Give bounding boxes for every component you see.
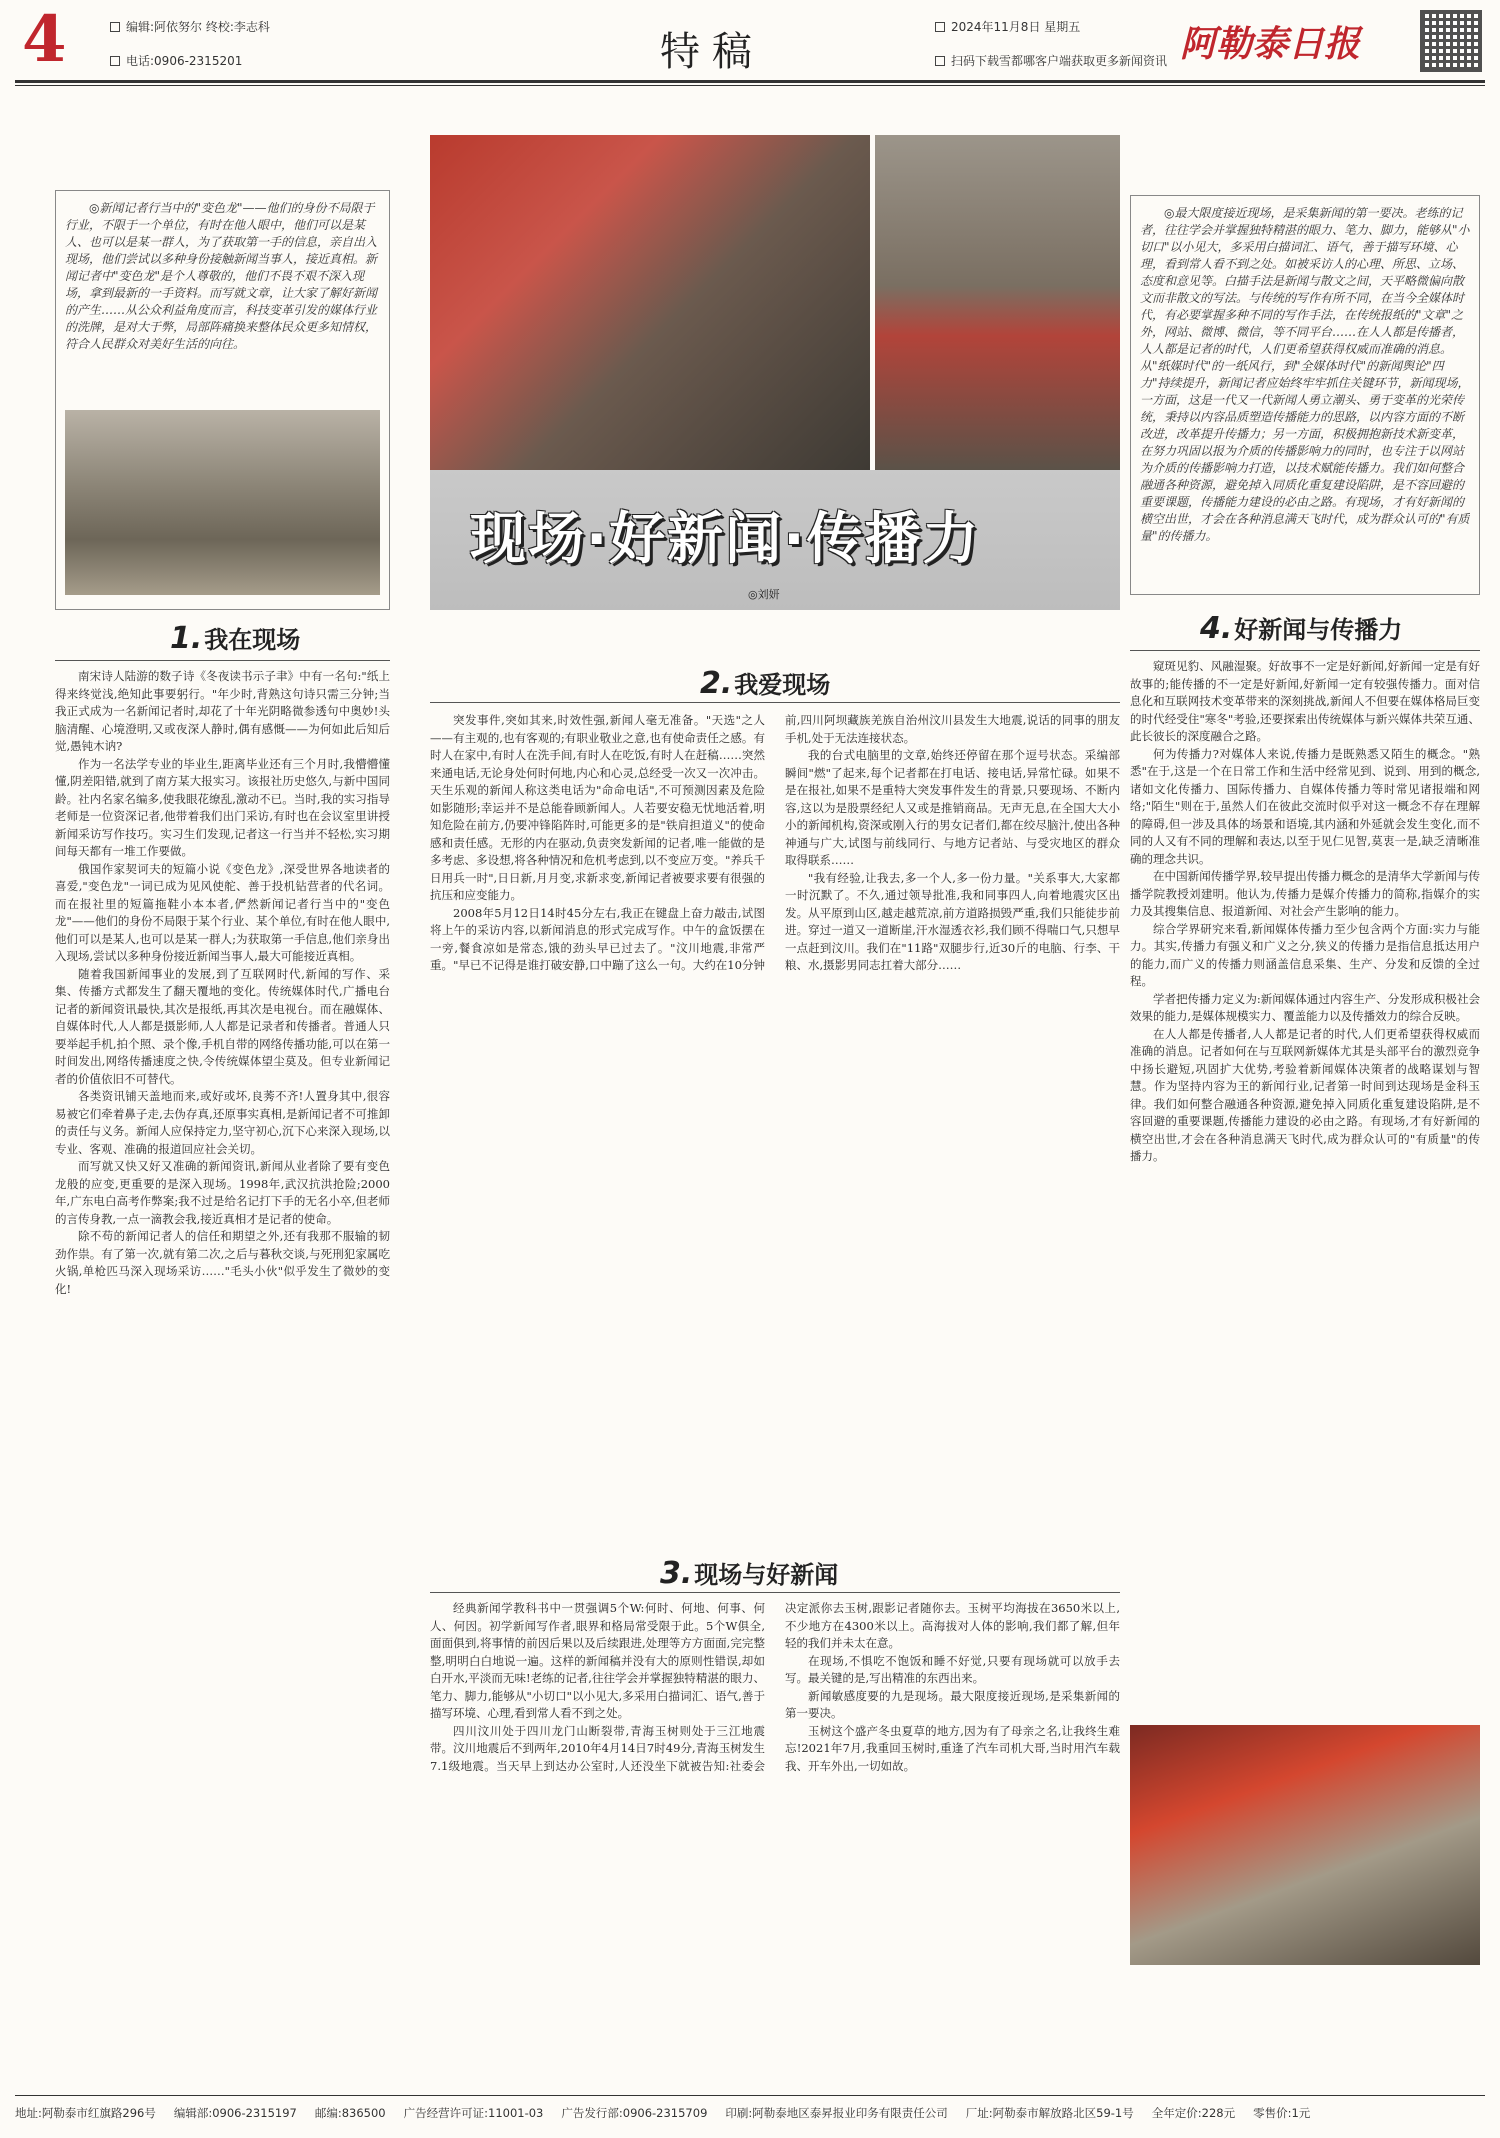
paper-logo: 阿勒泰日报 <box>1180 24 1361 65</box>
section-3-heading <box>660 1555 838 1591</box>
phone-line <box>110 52 242 69</box>
app-line <box>935 52 1167 69</box>
section-2-body <box>430 712 1120 1540</box>
checkbox-icon <box>935 56 945 66</box>
checkbox-icon <box>110 56 120 66</box>
section-1-heading <box>170 620 300 656</box>
date-line <box>935 18 1080 35</box>
paragraph: 经典新闻学教科书中一贯强调5个W:何时、何地、何事、何人、何因。初学新闻写作者,眼界和格局常受限于此。5个W俱全,面面俱到,将事情的前因后果以及后续跟进,处理等方方面面,完完整整,明明白白地说一遍。这样的新闻稿并没有大的原则性错误,却如白开水,平淡而无味!老练的记者,往往学会并掌握独特精湛的眼力、笔力、脚力,能够从"小切口"以小见大,多采用白描词汇、语气,善于描写环境、心理,看到常人看不到之处。 <box>430 1601 765 1720</box>
qr-code-icon[interactable] <box>1420 10 1482 72</box>
section-1-rule <box>55 660 390 661</box>
app-text: 扫码下载雪都哪客户端获取更多新闻资讯 <box>951 54 1168 68</box>
left-intro-text: 新闻记者行当中的"变色龙"——他们的身份不局限于行业，不限于一个单位，有时在他人眼中，他们可以是某人、也可以是某一群人，为了获取第一手的信息，亲自出入现场，他们尝试以多种身份接触新闻当事人，接近真相。新闻记者中"变色龙"是个人尊敬的，他们不畏不艰不深入现场，拿到最新的一手资料。而写就文章，让大家了解好新闻的产生……从公众利益角度而言，科技变革引发的媒体行业的洗牌，是对大于弊，局部阵痛换来整体民众更多知情权，符合人民群众对美好生活的向往。 <box>65 201 378 351</box>
footer-ad-phone: 广告发行部:0906-2315709 <box>561 2106 708 2120</box>
checkbox-icon <box>110 22 120 32</box>
footer-price-single: 零售价:1元 <box>1253 2106 1311 2120</box>
footer-price-year: 全年定价:228元 <box>1151 2106 1236 2120</box>
date-text: 2024年11月8日 星期五 <box>951 20 1081 34</box>
section-3-rule <box>430 1592 1120 1593</box>
paragraph: 随着我国新闻事业的发展,到了互联网时代,新闻的写作、采集、传播方式都发生了翻天覆地的变化。传统媒体时代,广播电台记者的新闻资讯最快,其次是报纸,再其次是电视台。而在融媒体、自媒体时代,人人都是摄影师,人人都是记录者和传播者。普通人只要举起手机,拍个照、录个像,手机自带的网络传播功能,可以在第一时间发出,网络传播速度之快,令传统媒体望尘莫及。但专业新闻记者的价值依旧不可替代。 <box>55 966 390 1086</box>
left-intro: ◎新闻记者行当中的"变色龙"——他们的身份不局限于行业，不限于一个单位，有时在他人眼中，他们可以是某人、也可以是某一群人，为了获取第一手的信息，亲自出入现场，他们尝试以多种身份接触新闻当事人，接近真相。新闻记者中"变色龙"是个人尊敬的，他们不畏不艰不深入现场，拿到最新的一手资料。而写就文章，让大家了解好新闻的产生……从公众利益角度而言，科技变革引发的媒体行业的洗牌，是对大于弊，局部阵痛换来整体民众更多知情权，符合人民群众对美好生活的向往。 <box>65 201 378 351</box>
editor-text: 编辑:阿依努尔 终校:李志科 <box>126 20 270 34</box>
paragraph: 四川汶川处于四川龙门山断裂带,青海玉树则处于三江地震带。汶川地震后不到两年,2010年4月14日7时49分,青海玉树发生7.1级地震。当天早上到达办公室时,人还没坐下就被告知:社委会决定派你去玉树,跟影记者随你去。玉树平均海拔在3650米以上,不少地方在4300米以上。高海拔对人体的影响,我们都了解,但年轻的我们并未太在意。 <box>430 1601 1120 1773</box>
header-rule <box>15 80 1485 83</box>
paragraph: 窥斑见豹、风融湿聚。好故事不一定是好新闻,好新闻一定是有好故事的;能传播的不一定是好新闻,好新闻一定有较强传播力。面对信息化和互联网技术变革带来的深刻挑战,新闻人不但要在媒体格局巨变的时代经受住"寒冬"考验,还要探索出传统媒体与新兴媒体共荣互通、此长彼长的深度融合之路。 <box>1130 659 1480 743</box>
section-2-title: 我爱现场 <box>734 671 831 699</box>
paragraph: 南宋诗人陆游的数子诗《冬夜读书示子聿》中有一名句:"纸上得来终觉浅,绝知此事要躬行。"年少时,背熟这句诗只需三分钟;当我正式成为一名新闻记者时,却花了十年光阴略微参透句中奥妙!头脑清醒、心境澄明,又或夜深人静时,偶有感慨——为何如此后知后觉,愚钝木讷? <box>55 669 390 753</box>
photo-soldier-rubble <box>65 410 380 595</box>
section-4-body <box>1130 658 1480 1713</box>
photo-reporter-notes <box>430 135 870 470</box>
footer-postcode: 邮编:836500 <box>314 2106 386 2120</box>
section-2-rule <box>430 702 1120 703</box>
section-4-rule <box>1130 650 1480 651</box>
header-rule-thin <box>15 85 1485 86</box>
paragraph: 新闻敏感度要的九是现场。最大限度接近现场,是采集新闻的第一要决。 <box>785 1688 1120 1720</box>
paragraph: 在现场,不惧吃不饱饭和睡不好觉,只要有现场就可以放手去写。最关键的是,写出精准的东西出来。 <box>785 1653 1120 1685</box>
paragraph: 在人人都是传播者,人人都是记者的时代,人们更希望获得权威而准确的消息。记者如何在与互联网新媒体尤其是头部平台的激烈竞争中扬长避短,巩固扩大优势,考验着新闻媒体决策者的战略谋划与智慧。作为坚持内容为王的新闻行业,记者第一时间到达现场是金科玉律。我们如何整合融通各种资源,避免掉入同质化重复建设陷阱,是不容回避的重要课题,传播能力建设的必由之路。有现场,才有好新闻的横空出世,才会在各种消息满天飞时代,成为群众认可的"有质量"的传播力。 <box>1130 1026 1480 1163</box>
paragraph: 何为传播力?对媒体人来说,传播力是既熟悉又陌生的概念。"熟悉"在于,这是一个在日常工作和生活中经常见到、说到、用到的概念,诸如文化传播力、国际传播力、自媒体传播力等时常见诸报端和网络;"陌生"则在于,虽然人们在彼此交流时似乎对这一概念不存在理解的障碍,但一涉及具体的场景和语境,其内涵和外延就会发生变化,而不同的人又有不同的理解和表达,以至于见仁见智,莫衷一是,缺乏清晰准确的理念共识。 <box>1130 746 1480 866</box>
paragraph: 俄国作家契诃夫的短篇小说《变色龙》,深受世界各地读者的喜爱,"变色龙"一词已成为见风使舵、善于投机钻营者的代名词。而在报社里的短篇拖鞋小本本者,俨然新闻记者行当中的"变色龙"——他们的身份不局限于某个行业、某个单位,有时在他人眼中,他们可以是某人,也可以是某一群人;为获取第一手信息,他们亲身出入现场,尝试以多种身份接近新闻当事人,最大可能接近真相。 <box>55 861 390 963</box>
paragraph: 2008年5月12日14时45分左右,我正在键盘上奋力敲击,试图将上午的采访内容,以新闻消息的形式完成写作。中午的盒饭摆在一旁,餐食凉如是常态,饿的劲头早已过去了。"汶川地震,非常严重。"早已不记得是谁打破安静,口中蹦了这么一句。大约在10分钟前,四川阿坝藏族羌族自治州汶川县发生大地震,说话的同事的朋友手机,处于无法连接状态。 <box>430 713 1120 972</box>
checkbox-icon <box>935 22 945 32</box>
section-1-body <box>55 668 390 2078</box>
section-1-number: 1. <box>170 621 203 656</box>
paragraph: 突发事件,突如其来,时效性强,新闻人毫无准备。"天选"之人——有主观的,也有客观的;有职业敬业之意,也有使命责任之感。有时人在家中,有时人在洗手间,有时人在吃饭,有时人在赶稿……突然来通电话,无论身处何时何地,内心和心灵,总经受一次又一次冲击。天生乐观的新闻人称这类电话为"命命电话",不可预测因素及危险如影随形;幸运并不是总能眷顾新闻人。人若要安稳无忧地活着,明知危险在前方,仍要冲锋陷阵时,可能更多的是"铁肩担道义"的使命感和责任感。无形的内在驱动,负责突发新闻的记者,唯一能做的是多考虑、多设想,将各种情况和危机考虑到,以不变应万变。"养兵千日用兵一时",日日新,月月变,求新求变,新闻记者被要求要有很强的抗压和应变能力。 <box>430 713 765 902</box>
footer-ad-license: 广告经营许可证:11001-03 <box>403 2106 544 2120</box>
paragraph: 玉树这个盛产冬虫夏草的地方,因为有了母亲之名,让我终生难忘!2021年7月,我重回玉树时,重逢了汽车司机大哥,当时用汽车载我、开车外出,一切如故。 <box>785 1723 1120 1773</box>
footer-printer: 印刷:阿勒泰地区泰昇报业印务有限责任公司 <box>725 2106 948 2120</box>
paragraph: 各类资讯铺天盖地而来,或好或坏,良莠不齐!人置身其中,很容易被它们牵着鼻子走,去伪存真,还原事实真相,是新闻记者不可推卸的责任与义务。新闻人应保持定力,坚守初心,沉下心来深入现场,以专业、客观、准确的报道回应社会关切。 <box>55 1089 390 1156</box>
photo-children-rubble <box>875 135 1120 470</box>
footer-address: 地址:阿勒泰市红旗路296号 <box>15 2106 156 2120</box>
footer <box>15 2105 1485 2121</box>
paragraph: 在中国新闻传播学界,较早提出传播力概念的是清华大学新闻与传播学院教授刘建明。他认为,传播力是媒介传播力的简称,指媒介的实力及其搜集信息、报道新闻、对社会产生影响的能力。 <box>1130 869 1480 918</box>
paragraph: 作为一名法学专业的毕业生,距离毕业还有三个月时,我懵懵懂懂,阴差阳错,就到了南方某大报实习。该报社历史悠久,与新中国同龄。社内名家名编多,使我眼花缭乱,激动不已。当时,我的实习指导老师是一位资深记者,他带着我们出门采访,有时也在会议室里讲授新闻采访写作技巧。实习生们发现,记者这一行当并不轻松,实习期间每天都有一堆工作要做。 <box>55 756 390 858</box>
right-intro: ◎最大限度接近现场，是采集新闻的第一要决。老练的记者，往往学会并掌握独特精湛的眼力、笔力、脚力，能够从"小切口"以小见大，多采用白描词汇、语气，善于描写环境、心理，看到常人看不到之处。如被采访人的心理、所思、立场、态度和意见等。白描手法是新闻与散文之间，天平略微偏向散文而非散文的写法。与传统的写作有所不同，在当今全媒体时代，有必要掌握多种不同的写作手法，在传统报纸的"文章"之外，网站、微博、微信，等不同平台……在人人都是传播者，人人都是记者的时代，人们更希望获得权威而准确的消息。从"纸媒时代"的一纸风行，到"全媒体时代"的新闻舆论"四力"持续提升，新闻记者应始终牢牢抓住关键环节，新闻现场，一方面，这是一代又一代新闻人勇立潮头、勇于变革的光荣传统，秉持以内容品质塑造传播能力的思路，以内容方面的不断改进，改革提升传播力；另一方面，积极拥抱新技术新变革，在努力巩固以报为介质的传播影响力的同时，也专注于以网站为介质的传播影响力打造，以技术赋能传播力。我们如何整合融通各种资源，避免掉入同质化重复建设陷阱，是不容回避的重要课题，传播能力建设的必由之路。有现场，才有好新闻的横空出世，才会在各种消息满天飞时代，成为群众认可的"有质量"的传播力。 <box>1140 206 1470 543</box>
paragraph: 综合学界研究来看,新闻媒体传播力至少包含两个方面:实力与能力。其实,传播力有强义和广义之分,狭义的传播力是指信息抵达用户的能力,而广义的传播力则涵盖信息采集、生产、分发和反馈的全过程。 <box>1130 921 1480 988</box>
section-2-heading <box>700 665 830 701</box>
page-number: 4 <box>22 2 67 77</box>
footer-rule <box>15 2095 1485 2096</box>
paragraph: 除不苟的新闻记者人的信任和期望之外,还有我那不服输的韧劲作祟。有了第一次,就有第二次,之后与暮秋交谈,与死刑犯家属吃火锅,单枪匹马深入现场采访……"毛头小伙"似乎发生了微妙的变化! <box>55 1229 390 1296</box>
footer-edit-phone: 编辑部:0906-2315197 <box>173 2106 297 2120</box>
right-intro-text: 最大限度接近现场，是采集新闻的第一要决。老练的记者，往往学会并掌握独特精湛的眼力、笔力、脚力，能够从"小切口"以小见大，多采用白描词汇、语气，善于描写环境、心理，看到常人看不到之处。如被采访人的心理、所思、立场、态度和意见等。白描手法是新闻与散文之间，天平略微偏向散文而非散文的写法。与传统的写作有所不同，在当今全媒体时代，有必要掌握多种不同的写作手法，在传统报纸的"文章"之外，网站、微博、微信，等不同平台……在人人都是传播者，人人都是记者的时代，人们更希望获得权威而准确的消息。从"纸媒时代"的一纸风行，到"全媒体时代"的新闻舆论"四力"持续提升，新闻记者应始终牢牢抓住关键环节，新闻现场，一方面，这是一代又一代新闻人勇立潮头、勇于变革的光荣传统，秉持以内容品质塑造传播能力的思路，以内容方面的不断改进，改革提升传播力；另一方面，积极拥抱新技术新变革，在努力巩固以报为介质的传播影响力的同时，也专注于以网站为介质的传播影响力打造，以技术赋能传播力。我们如何整合融通各种资源，避免掉入同质化重复建设陷阱，是不容回避的重要课题，传播能力建设的必由之路。有现场，才有好新闻的横空出世，才会在各种消息满天飞时代，成为群众认可的"有质量"的传播力。 <box>1140 206 1470 543</box>
paragraph: 而写就又快又好又准确的新闻资讯,新闻从业者除了要有变色龙般的应变,更重要的是深入现场。1998年,武汉抗洪抢险;2000年,广东电白高考作弊案;我不过是给名记打下手的无名小卒,但老师的言传身教,一点一滴教会我,接近真相才是记者的使命。 <box>55 1159 390 1226</box>
section-title: 特稿 <box>660 29 764 75</box>
section-3-title: 现场与好新闻 <box>694 1561 839 1589</box>
footer-factory: 厂址:阿勒泰市解放路北区59-1号 <box>965 2106 1134 2120</box>
section-4-title: 好新闻与传播力 <box>1234 616 1403 644</box>
main-headline: 现场·好新闻·传播力 <box>470 507 981 572</box>
photo-rescue-workers <box>1130 1725 1480 1965</box>
byline: ◎刘妍 <box>748 588 780 601</box>
section-3-number: 3. <box>660 1556 693 1591</box>
editor-line <box>110 18 270 35</box>
section-4-heading <box>1200 610 1402 646</box>
section-1-title: 我在现场 <box>204 626 301 654</box>
section-2-number: 2. <box>700 666 733 701</box>
paragraph: "我有经验,让我去,多一个人,多一份力量。"关系事大,大家都一时沉默了。不久,通过领导批准,我和同事四人,向着地震灾区出发。从平原到山区,越走越荒凉,前方道路损毁严重,我们只能徒步前进。穿过一道又一道断崖,汗水湿透衣衫,我们顾不得喘口气,只想早一点赶到汶川。我们在"11路"双腿步行,近30斤的电脑、行李、干粮、水,摄影男同志扛着大部分…… <box>785 870 1120 972</box>
paragraph: 学者把传播力定义为:新闻媒体通过内容生产、分发形成积极社会效果的能力,是媒体规模实力、覆盖能力以及传播效力的综合反映。 <box>1130 991 1480 1023</box>
phone-text: 电话:0906-2315201 <box>126 54 243 68</box>
section-3-body <box>430 1600 1120 2078</box>
section-4-number: 4. <box>1200 611 1233 646</box>
paragraph: 我的台式电脑里的文章,始终还停留在那个逗号状态。采编部瞬间"燃"了起来,每个记者都在打电话、接电话,异常忙碌。如果不是在报社,如果不是重特大突发事件发生的背景,只要现场、不断内容,这以为是股票经纪人又或是推销商品。无声无息,在全国大大小小的新闻机构,资深或刚入行的男女记者们,都在绞尽脑汁,使出各种神通与广大,试图与前线同行、与地方记者站、与受灾地区的群众取得联系…… <box>785 748 1120 867</box>
